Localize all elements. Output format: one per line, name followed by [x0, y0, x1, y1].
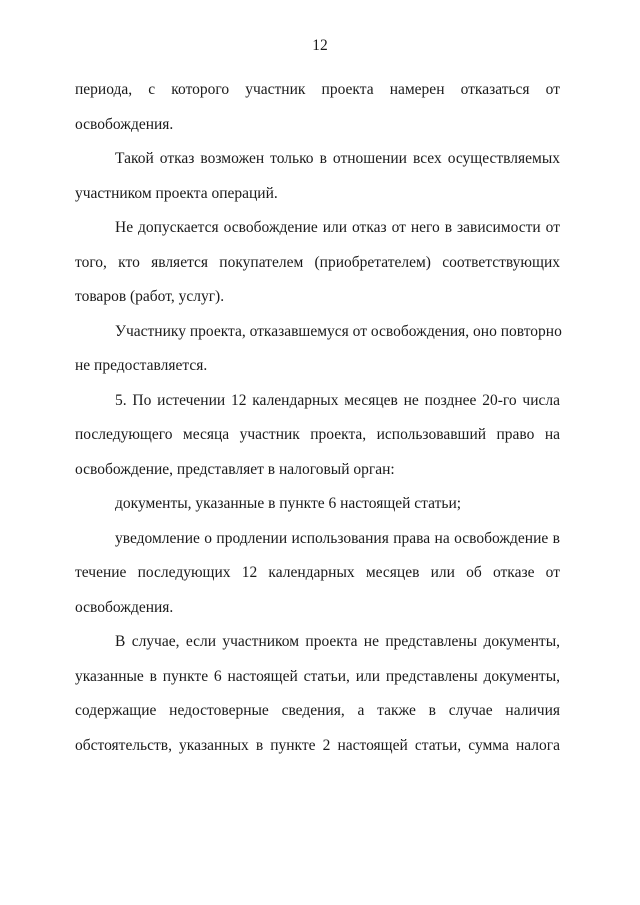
text-line: течение последующих 12 календарных месяцев или об отказе от: [75, 564, 560, 581]
text-line: не предоставляется.: [75, 357, 208, 374]
text-line: последующего месяца участник проекта, использовавший право на: [75, 426, 560, 443]
text-line: указанные в пункте 6 настоящей статьи, или представлены документы,: [75, 667, 560, 685]
text-line: документы, указанные в пункте 6 настоящей статьи;: [115, 495, 462, 512]
text-line: освобождение, представляет в налоговый орган:: [75, 460, 395, 478]
document-body: [75, 73, 560, 763]
text-line: товаров (работ, услуг).: [75, 288, 225, 305]
text-line: того, кто является покупателем (приобретателем) соответствующих: [75, 253, 560, 271]
text-line: участником проекта операций.: [75, 184, 278, 202]
text-line: 5. По истечении 12 календарных месяцев не позднее 20-го числа: [115, 391, 560, 409]
text-line: Не допускается освобождение или отказ от него в зависимости от: [115, 219, 560, 236]
text-line: уведомление о продлении использования права на освобождение в: [115, 529, 560, 547]
text-line: содержащие недостоверные сведения, а также в случае наличия: [75, 702, 560, 719]
page-number: 12: [312, 37, 328, 54]
text-line: освобождения.: [75, 598, 174, 616]
text-line: В случае, если участником проекта не представлены документы,: [115, 633, 560, 650]
text-line: обстоятельств, указанных в пункте 2 настоящей статьи, сумма налога: [75, 736, 560, 754]
text-line: Такой отказ возможен только в отношении всех осуществляемых: [115, 150, 560, 167]
text-line: периода, с которого участник проекта намерен отказаться от: [75, 81, 560, 98]
text-line: Участнику проекта, отказавшемуся от освобождения, оно повторно: [115, 322, 562, 340]
text-line: освобождения.: [75, 115, 174, 133]
